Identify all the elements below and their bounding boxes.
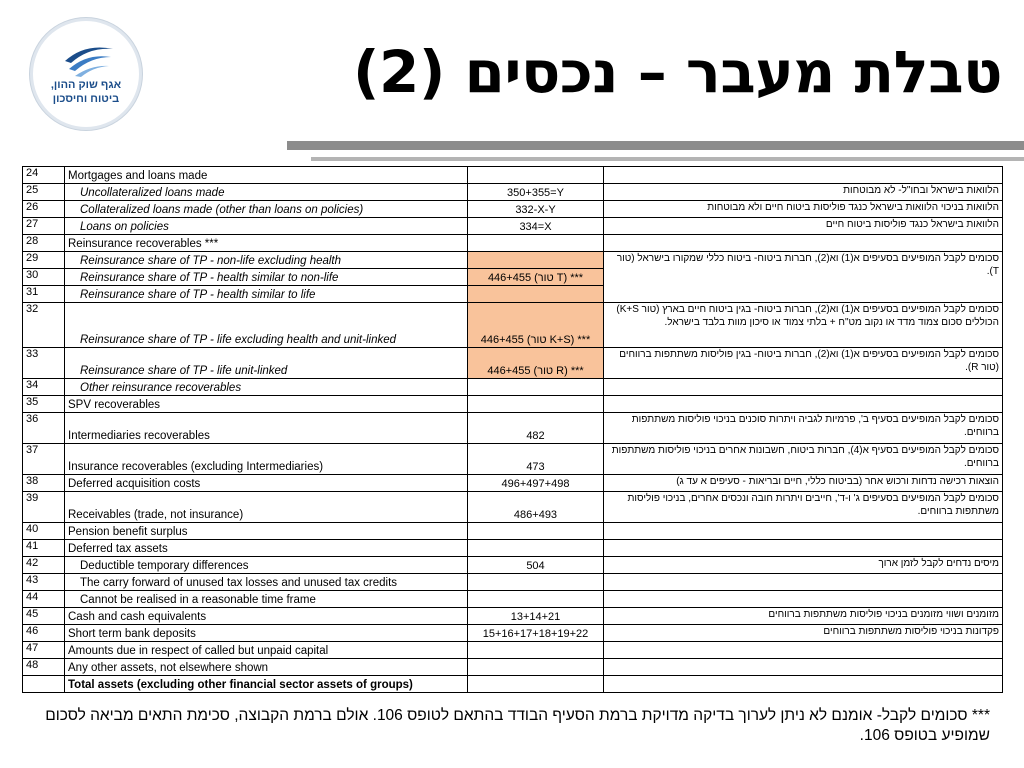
table-row <box>23 492 1003 523</box>
transition-table-body <box>23 167 1003 693</box>
table-row <box>23 523 1003 540</box>
row-description <box>604 591 1003 608</box>
row-code: 13+14+21 <box>468 608 604 625</box>
row-number: 43 <box>23 574 65 591</box>
row-description: מיסים נדחים לקבל לזמן ארוך <box>604 557 1003 574</box>
table-row <box>23 676 1003 693</box>
row-number: 32 <box>23 303 65 348</box>
row-number: 46 <box>23 625 65 642</box>
row-code: 334=X <box>468 218 604 235</box>
row-description: סכומים לקבל המופיעים בסעיפים ג' ו-ד', חייבים ויתרות חובה ונכסים אחרים, בניכוי פוליסות משתתפות ברווחים. <box>604 492 1003 523</box>
divider-bar-thin <box>311 157 1024 161</box>
row-number: 48 <box>23 659 65 676</box>
row-description: סכומים לקבל המופיעים בסעיף ב', פרמיות לגביה ויתרות סוכנים בניכוי פוליסות משתתפות ברווחים. <box>604 413 1003 444</box>
row-description: הלוואות בניכוי הלוואות בישראל כנגד פוליסות ביטוח חיים ולא מבוטחות <box>604 201 1003 218</box>
table-row <box>23 184 1003 201</box>
row-description <box>604 235 1003 252</box>
row-number: 27 <box>23 218 65 235</box>
row-description: סכומים לקבל המופיעים בסעיף א(4), חברות ביטוח, חשבונות אחרים בניכוי פוליסות משתתפות ברווחים. <box>604 444 1003 475</box>
row-description: פקדונות בניכוי פוליסות משתתפות ברווחים <box>604 625 1003 642</box>
row-label: Mortgages and loans made <box>65 167 468 184</box>
row-number: 47 <box>23 642 65 659</box>
logo-line-1: אגף שוק ההון, <box>50 79 122 91</box>
row-code <box>468 286 604 303</box>
row-code <box>468 379 604 396</box>
row-description <box>604 523 1003 540</box>
row-description <box>604 659 1003 676</box>
row-code: 496+497+498 <box>468 475 604 492</box>
table-row <box>23 608 1003 625</box>
row-number: 42 <box>23 557 65 574</box>
row-code: 504 <box>468 557 604 574</box>
row-description: סכומים לקבל המופיעים בסעיפים א(1) וא(2), חברות ביטוח- ביטוח כללי שמקורו בישראל (טור T). <box>604 252 1003 303</box>
row-label: SPV recoverables <box>65 396 468 413</box>
logo-swoosh-icon <box>61 39 117 79</box>
table-row <box>23 252 1003 269</box>
table-row <box>23 167 1003 184</box>
row-label: Any other assets, not elsewhere shown <box>65 659 468 676</box>
row-description: הלוואות בישראל ובחו"ל- לא מבוטחות <box>604 184 1003 201</box>
row-label: Reinsurance share of TP - health similar to non-life <box>65 269 468 286</box>
row-number: 33 <box>23 348 65 379</box>
row-number: 41 <box>23 540 65 557</box>
row-number: 36 <box>23 413 65 444</box>
row-label: Cash and cash equivalents <box>65 608 468 625</box>
row-number: 39 <box>23 492 65 523</box>
row-description <box>604 574 1003 591</box>
row-number: 26 <box>23 201 65 218</box>
row-code: 332-X-Y <box>468 201 604 218</box>
row-description <box>604 642 1003 659</box>
row-code <box>468 235 604 252</box>
row-code: 15+16+17+18+19+22 <box>468 625 604 642</box>
row-label: Reinsurance share of TP - life excluding health and unit-linked <box>65 303 468 348</box>
table-row <box>23 396 1003 413</box>
table-row <box>23 574 1003 591</box>
row-label: Intermediaries recoverables <box>65 413 468 444</box>
row-code <box>468 252 604 269</box>
row-label: Reinsurance share of TP - life unit-linked <box>65 348 468 379</box>
row-code <box>468 574 604 591</box>
row-code: 482 <box>468 413 604 444</box>
row-label: Cannot be realised in a reasonable time frame <box>65 591 468 608</box>
row-label: Reinsurance recoverables *** <box>65 235 468 252</box>
table-row <box>23 591 1003 608</box>
table-row <box>23 540 1003 557</box>
row-description: הוצאות רכישה נדחות ורכוש אחר (בביטוח כללי, חיים ובריאות - סעיפים א עד ג) <box>604 475 1003 492</box>
row-code <box>468 523 604 540</box>
row-code <box>468 167 604 184</box>
row-code <box>468 591 604 608</box>
table-row <box>23 201 1003 218</box>
row-description <box>604 540 1003 557</box>
table-row <box>23 444 1003 475</box>
row-label: The carry forward of unused tax losses and unused tax credits <box>65 574 468 591</box>
row-number: 35 <box>23 396 65 413</box>
logo <box>30 18 142 130</box>
row-label: Deferred tax assets <box>65 540 468 557</box>
table-row <box>23 642 1003 659</box>
table-row <box>23 348 1003 379</box>
table-row <box>23 235 1003 252</box>
row-number: 28 <box>23 235 65 252</box>
page-title: טבלת מעבר – נכסים (2) <box>352 38 1002 106</box>
row-code: 486+493 <box>468 492 604 523</box>
row-number: 29 <box>23 252 65 269</box>
row-label: Other reinsurance recoverables <box>65 379 468 396</box>
row-code: 473 <box>468 444 604 475</box>
row-label: Amounts due in respect of called but unpaid capital <box>65 642 468 659</box>
table-row <box>23 659 1003 676</box>
table-row <box>23 625 1003 642</box>
row-number: 24 <box>23 167 65 184</box>
row-code <box>468 396 604 413</box>
row-label: Reinsurance share of TP - health similar to life <box>65 286 468 303</box>
row-code: 446+455 (טור R) *** <box>468 348 604 379</box>
row-description <box>604 379 1003 396</box>
row-label: Loans on policies <box>65 218 468 235</box>
row-code <box>468 540 604 557</box>
row-label: Short term bank deposits <box>65 625 468 642</box>
row-label: Insurance recoverables (excluding Intermediaries) <box>65 444 468 475</box>
row-number: 37 <box>23 444 65 475</box>
row-code <box>468 676 604 693</box>
row-code <box>468 659 604 676</box>
table-row <box>23 218 1003 235</box>
transition-table <box>22 166 1003 693</box>
row-number: 30 <box>23 269 65 286</box>
row-label: Pension benefit surplus <box>65 523 468 540</box>
row-number <box>23 676 65 693</box>
row-label: Reinsurance share of TP - non-life excluding health <box>65 252 468 269</box>
row-label: Uncollateralized loans made <box>65 184 468 201</box>
row-number: 31 <box>23 286 65 303</box>
row-label: Deferred acquisition costs <box>65 475 468 492</box>
table-row <box>23 379 1003 396</box>
row-code: 446+455 (טור K+S) *** <box>468 303 604 348</box>
row-number: 45 <box>23 608 65 625</box>
table-row <box>23 557 1003 574</box>
row-description <box>604 167 1003 184</box>
table-row <box>23 303 1003 348</box>
row-number: 44 <box>23 591 65 608</box>
row-description: מזומנים ושווי מזומנים בניכוי פוליסות משתתפות ברווחים <box>604 608 1003 625</box>
row-code: 446+455 (טור T) *** <box>468 269 604 286</box>
row-code: 350+355=Y <box>468 184 604 201</box>
footnote: *** סכומים לקבל- אומנם לא ניתן לערוך בדיקה מדויקת ברמת הסעיף הבודד בהתאם לטופס 106. אולם ברמת הקבוצה, סכימת התאים מביאה לסכום שמופיע בטופס 106. <box>45 707 990 744</box>
row-label: Total assets (excluding other financial sector assets of groups) <box>65 676 468 693</box>
row-description <box>604 676 1003 693</box>
divider-bar <box>287 141 1024 150</box>
row-description: סכומים לקבל המופיעים בסעיפים א(1) וא(2), חברות ביטוח- בגין ביטוח חיים בארץ (טור K+S) הכוללים סכום צמוד מדד או נקוב מט"ח + בלתי צמוד או סיכון מוות בלבד בישראל. <box>604 303 1003 348</box>
row-number: 34 <box>23 379 65 396</box>
table-row <box>23 475 1003 492</box>
row-description: סכומים לקבל המופיעים בסעיפים א(1) וא(2), חברות ביטוח- בגין פוליסות משתתפות ברווחים (טור R). <box>604 348 1003 379</box>
row-code <box>468 642 604 659</box>
logo-line-2: ביטוח וחיסכון <box>52 93 120 105</box>
row-number: 40 <box>23 523 65 540</box>
table-row <box>23 413 1003 444</box>
row-description <box>604 396 1003 413</box>
row-number: 38 <box>23 475 65 492</box>
row-label: Collateralized loans made (other than loans on policies) <box>65 201 468 218</box>
row-number: 25 <box>23 184 65 201</box>
row-label: Deductible temporary differences <box>65 557 468 574</box>
row-label: Receivables (trade, not insurance) <box>65 492 468 523</box>
row-description: הלוואות בישראל כנגד פוליסות ביטוח חיים <box>604 218 1003 235</box>
